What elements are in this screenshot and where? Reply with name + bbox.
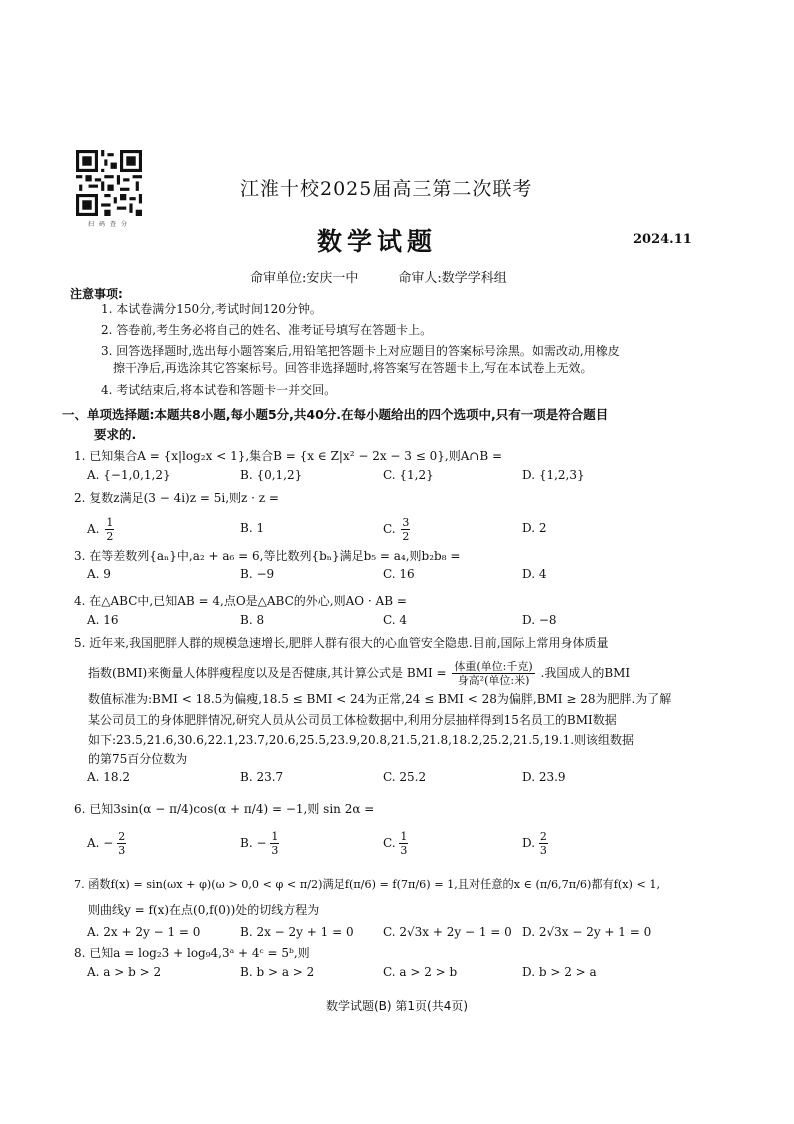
question-5-line: 如下:23.5,21.6,30.6,22.1,23.7,20.6,25.5,23.9,20.8,21.5,21.8,18.2,25.2,21.5,19.1.则该组数据 xyxy=(88,733,635,747)
fraction-denominator: 身高²(单位:米) xyxy=(457,674,530,687)
question-6-option-c xyxy=(383,830,408,857)
question-5-option-d: D. 23.9 xyxy=(522,770,566,784)
question-1-stem: 1. 已知集合A = {x|log₂x < 1},集合B = {x ∈ Z|x² − 2x − 3 ≤ 0},则A∩B = xyxy=(74,449,503,463)
question-1-option-b: B. {0,1,2} xyxy=(240,468,303,482)
option-label: A. − xyxy=(87,836,114,850)
question-3-option-b: B. −9 xyxy=(240,567,275,581)
page-footer: 数学试题(B) 第1页(共4页) xyxy=(325,999,469,1013)
question-1-option-c: C. {1,2} xyxy=(383,468,434,482)
question-5-option-b: B. 23.7 xyxy=(240,770,284,784)
fraction-numerator: 1 xyxy=(400,830,408,843)
fraction xyxy=(117,830,126,857)
fraction-numerator: 3 xyxy=(402,516,410,529)
option-label: C. xyxy=(383,522,396,536)
qr-caption: 扫码查分 xyxy=(87,221,132,228)
question-3-option-c: C. 16 xyxy=(383,567,415,581)
question-6-option-b xyxy=(240,830,279,857)
fraction xyxy=(539,830,548,857)
fraction-denominator: 2 xyxy=(106,530,114,543)
author-group: 命审人:数学学科组 xyxy=(398,271,507,286)
question-7-line: 则曲线y = f(x)在点(0,f(0))处的切线方程为 xyxy=(88,903,320,917)
question-5-option-a: A. 18.2 xyxy=(87,770,131,784)
question-5-line: 的第75百分位数为 xyxy=(88,752,188,766)
question-7-option-b: B. 2x − 2y + 1 = 0 xyxy=(240,925,354,939)
page-title: 数学试题 xyxy=(317,227,438,256)
notice-item: 1. 本试卷满分150分,考试时间120分钟。 xyxy=(101,302,322,316)
fraction xyxy=(401,516,410,543)
fraction-denominator: 2 xyxy=(402,530,410,543)
section-heading-line: 要求的. xyxy=(94,427,137,442)
question-4-stem: 4. 在△ABC中,已知AB = 4,点O是△ABC的外心,则AO · AB = xyxy=(74,594,407,608)
option-label: D. xyxy=(522,836,536,850)
exam-date: 2024.11 xyxy=(633,232,692,247)
question-8-stem: 8. 已知a = log₂3 + log₉4,3ᵃ + 4ᶜ = 5ᵇ,则 xyxy=(74,946,310,960)
question-4-option-a: A. 16 xyxy=(87,613,119,627)
notice-item: 3. 回答选择题时,选出每小题答案后,用铅笔把答题卡上对应题目的答案标号涂黑。如需改动,用橡皮 xyxy=(101,344,620,358)
option-label: C. xyxy=(383,836,396,850)
question-2-stem: 2. 复数z满足(3 − 4i)z = 5i,则z · z = xyxy=(74,491,279,505)
question-3-option-a: A. 9 xyxy=(87,567,111,581)
exam-series-title: 江淮十校2025届高三第二次联考 xyxy=(240,178,533,200)
fraction-numerator: 1 xyxy=(271,830,279,843)
notice-item: 擦干净后,再选涂其它答案标号。回答非选择题时,将答案写在答题卡上,写在本试卷上无效。 xyxy=(113,361,593,375)
question-8-option-a: A. a > b > 2 xyxy=(87,965,162,979)
question-2-option-b: B. 1 xyxy=(240,521,265,535)
fraction-numerator: 2 xyxy=(539,830,547,843)
question-4-option-d: D. −8 xyxy=(522,613,557,627)
question-5-text: .我国成人的BMI xyxy=(540,666,631,680)
section-heading-line: 一、单项选择题:本题共8小题,每小题5分,共40分.在每小题给出的四个选项中,只有一项是符合题目 xyxy=(62,407,609,422)
question-2-option-c xyxy=(383,516,410,543)
question-2-option-a xyxy=(87,516,114,543)
question-3-stem: 3. 在等差数列{aₙ}中,a₂ + a₆ = 6,等比数列{bₙ}满足b₅ = a₄,则b₂b₈ = xyxy=(74,549,461,563)
question-7-stem: 7. 函数f(x) = sin(ωx + φ)(ω > 0,0 < φ < π/2)满足f(π/6) = f(7π/6) = 1,且对任意的x ∈ (π/6,7π/6)都有f(x) < 1, xyxy=(74,878,661,891)
notice-item: 4. 考试结束后,将本试卷和答题卡一并交回。 xyxy=(101,383,337,397)
fraction xyxy=(105,516,114,543)
question-5-line: 数值标准为:BMI < 18.5为偏瘦,18.5 ≤ BMI < 24为正常,24 ≤ BMI < 28为偏胖,BMI ≥ 28为肥胖.为了解 xyxy=(88,692,672,706)
option-label: B. − xyxy=(240,836,267,850)
question-6-option-a xyxy=(87,830,126,857)
notice-title: 注意事项: xyxy=(70,287,123,301)
question-6-option-d xyxy=(522,830,548,857)
question-1-option-d: D. {1,2,3} xyxy=(522,468,585,482)
question-4-option-b: B. 8 xyxy=(240,613,265,627)
notice-item: 2. 答卷前,考生务必将自己的姓名、准考证号填写在答题卡上。 xyxy=(101,323,433,337)
question-2-option-d: D. 2 xyxy=(522,521,547,535)
fraction-denominator: 3 xyxy=(271,844,279,857)
fraction xyxy=(399,830,408,857)
question-7-option-a: A. 2x + 2y − 1 = 0 xyxy=(87,925,201,939)
author-unit: 命审单位:安庆一中 xyxy=(250,271,359,286)
qr-code-icon xyxy=(76,150,142,216)
option-label: A. xyxy=(87,522,100,536)
question-7-option-d: D. 2√3x − 2y + 1 = 0 xyxy=(522,925,652,939)
fraction-numerator: 体重(单位:千克) xyxy=(454,660,533,673)
question-5-line: 5. 近年来,我国肥胖人群的规模急速增长,肥胖人群有很大的心血管安全隐患.目前,国际上常用身体质量 xyxy=(74,636,609,650)
question-5-option-c: C. 25.2 xyxy=(383,770,427,784)
bmi-fraction xyxy=(452,660,534,687)
question-5-bmi-formula-line xyxy=(88,660,738,687)
fraction xyxy=(270,830,279,857)
fraction-denominator: 3 xyxy=(118,844,126,857)
question-6-stem: 6. 已知3sin(α − π/4)cos(α + π/4) = −1,则 sin 2α = xyxy=(74,802,375,816)
fraction-denominator: 3 xyxy=(400,844,408,857)
fraction-denominator: 3 xyxy=(539,844,547,857)
question-3-option-d: D. 4 xyxy=(522,567,547,581)
question-5-line: 某公司员工的身体肥胖情况,研究人员从公司员工体检数据中,利用分层抽样得到15名员工的BMI数据 xyxy=(88,713,617,727)
fraction-numerator: 1 xyxy=(106,516,114,529)
fraction-numerator: 2 xyxy=(118,830,126,843)
question-4-option-c: C. 4 xyxy=(383,613,408,627)
section-heading xyxy=(62,405,732,445)
question-7-option-c: C. 2√3x + 2y − 1 = 0 xyxy=(383,925,512,939)
author-line xyxy=(250,267,507,286)
question-8-option-b: B. b > a > 2 xyxy=(240,965,315,979)
question-1-option-a: A. {−1,0,1,2} xyxy=(87,468,171,482)
question-5-text: 指数(BMI)来衡量人体胖瘦程度以及是否健康,其计算公式是 BMI = xyxy=(88,666,447,680)
question-8-option-d: D. b > 2 > a xyxy=(522,965,597,979)
question-8-option-c: C. a > 2 > b xyxy=(383,965,458,979)
